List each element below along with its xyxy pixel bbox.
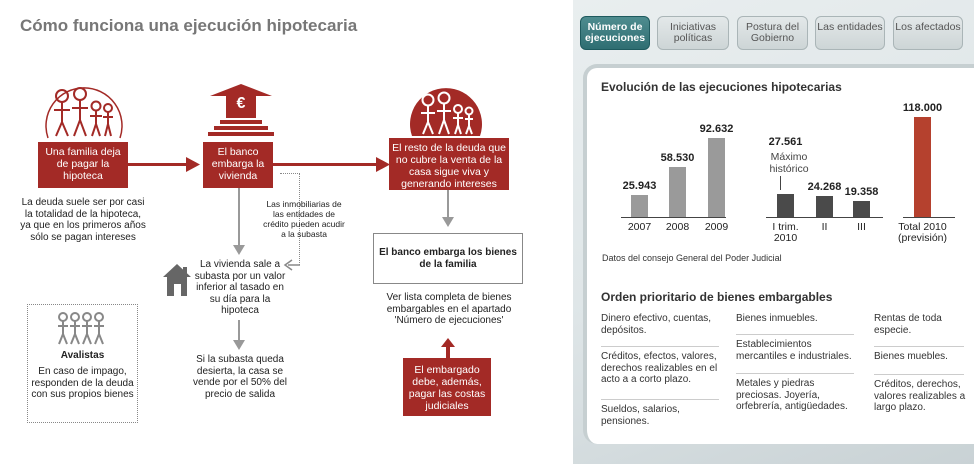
flow-arrow xyxy=(128,163,190,166)
chart-bar xyxy=(816,196,833,217)
goods-separator xyxy=(736,334,854,335)
inmobiliarias-note: Las inmobiliarias de las entidades de crédito pueden acudir a la subasta xyxy=(263,199,345,239)
family-icon xyxy=(42,72,126,142)
chart-x-label: 2009 xyxy=(704,221,729,233)
chart-value-label: 27.561 xyxy=(768,135,803,148)
arrow-up-icon xyxy=(441,338,455,360)
family-box: Una familia deja de pagar la hipoteca xyxy=(38,142,128,188)
chart-value-label: 118.000 xyxy=(902,102,943,114)
tab-afectados[interactable]: Los afectados xyxy=(893,16,963,50)
goods-item: Bienes inmuebles. xyxy=(736,313,818,324)
flow-line xyxy=(238,320,240,342)
chart-x-label: II xyxy=(821,221,828,233)
goods-separator xyxy=(736,373,854,374)
chart-bar xyxy=(669,167,686,217)
chart-x-label: Total 2010 (previsión) xyxy=(897,221,947,244)
goods-separator xyxy=(874,374,964,375)
tab-postura-gobierno[interactable]: Postura del Gobierno xyxy=(737,16,808,50)
euro-icon: € xyxy=(236,95,246,112)
avalistas-title: Avalistas xyxy=(60,350,105,361)
tab-entidades[interactable]: Las entidades xyxy=(815,16,885,50)
chart-title: Evolución de las ejecuciones hipotecarias xyxy=(601,80,842,94)
arrow-head-icon xyxy=(376,157,390,172)
chart-baseline xyxy=(903,217,955,218)
chart-bar xyxy=(631,195,648,217)
goods-item: Créditos, efectos, valores, derechos realizables en el acto a a corto plazo. xyxy=(601,351,718,385)
goods-item: Metales y piedras preciosas. Joyería, orfebrería, antigüedades. xyxy=(736,378,848,412)
arrow-head-icon xyxy=(233,340,245,350)
costs-box: El embargado debe, además, pagar las costas judiciales xyxy=(403,358,491,416)
bank-goods-box: El banco embarga los bienes de la familia xyxy=(373,233,523,284)
arrow-head-icon xyxy=(442,217,454,227)
goods-separator xyxy=(601,346,719,347)
goods-item: Sueldos, salarios, pensiones. xyxy=(601,404,680,427)
goods-item: Establecimientos mercantiles e industriales. xyxy=(736,339,852,362)
chart-bar xyxy=(777,194,794,217)
chart-x-label: 2008 xyxy=(665,221,690,233)
chart-x-label: I trim. 2010 xyxy=(772,221,799,244)
dotted-connector xyxy=(280,173,300,174)
tab-numero-ejecuciones[interactable]: Número de ejecuciones xyxy=(580,16,650,50)
flow-line xyxy=(238,188,240,248)
deserted-note: Si la subasta queda desierta, la casa se vende por el 50% del precio de salida xyxy=(193,354,287,400)
guarantors-icon xyxy=(57,312,107,346)
tab-iniciativas-politicas[interactable]: Iniciativas políticas xyxy=(657,16,729,50)
family-icon xyxy=(408,76,484,138)
chart-value-label: 19.358 xyxy=(844,185,879,198)
auction-note: La vivienda sale a subasta por un valor inferior al tasado en su día para la hipoteca xyxy=(194,259,286,316)
bar-chart xyxy=(583,100,974,250)
flow-arrow xyxy=(273,163,379,166)
chart-value-label: 25.943 xyxy=(622,180,657,192)
debt-box: El resto de la deuda que no cubre la venta de la casa sigue viva y generando intereses xyxy=(389,138,509,190)
family-note: La deuda suele ser por casi la totalidad de la hipoteca, ya que en los primeros años sólo se pagan intereses xyxy=(20,197,146,243)
page-title: Cómo funciona una ejecución hipotecaria xyxy=(20,16,358,35)
chart-bar xyxy=(708,138,725,217)
avalistas-note: En caso de impago, responden de la deuda con sus propios bienes xyxy=(31,366,134,400)
goods-item: Bienes muebles. xyxy=(874,351,948,362)
chart-x-label: 2007 xyxy=(627,221,652,233)
chart-source: Datos del consejo General del Poder Judicial xyxy=(602,253,782,263)
chart-bar xyxy=(914,117,931,217)
goods-item: Rentas de toda especie. xyxy=(874,313,942,336)
chart-value-label: 24.268 xyxy=(807,181,842,194)
flow-line xyxy=(447,190,449,220)
arrow-head-icon xyxy=(186,157,200,172)
chart-bar xyxy=(853,201,870,217)
chart-x-label: III xyxy=(857,221,866,233)
annotation-line xyxy=(780,176,781,190)
goods-item: Créditos, derechos, valores realizables a largo plazo. xyxy=(874,379,966,413)
house-icon xyxy=(162,262,192,298)
goods-separator xyxy=(874,346,964,347)
chart-baseline xyxy=(621,217,726,218)
arrow-head-icon xyxy=(233,245,245,255)
chart-annotation: Máximo histórico xyxy=(769,150,809,175)
chart-value-label: 58.530 xyxy=(660,152,695,165)
goods-title: Orden prioritario de bienes embargables xyxy=(601,290,833,304)
bank-box: El banco embarga la vivienda xyxy=(203,142,273,188)
see-list-note: Ver lista completa de bienes embargables en el apartado 'Número de ejecuciones' xyxy=(386,292,512,326)
goods-item: Dinero efectivo, cuentas, depósitos. xyxy=(601,313,712,336)
chart-value-label: 92.632 xyxy=(699,123,734,136)
goods-separator xyxy=(601,399,719,400)
chart-baseline xyxy=(766,217,883,218)
